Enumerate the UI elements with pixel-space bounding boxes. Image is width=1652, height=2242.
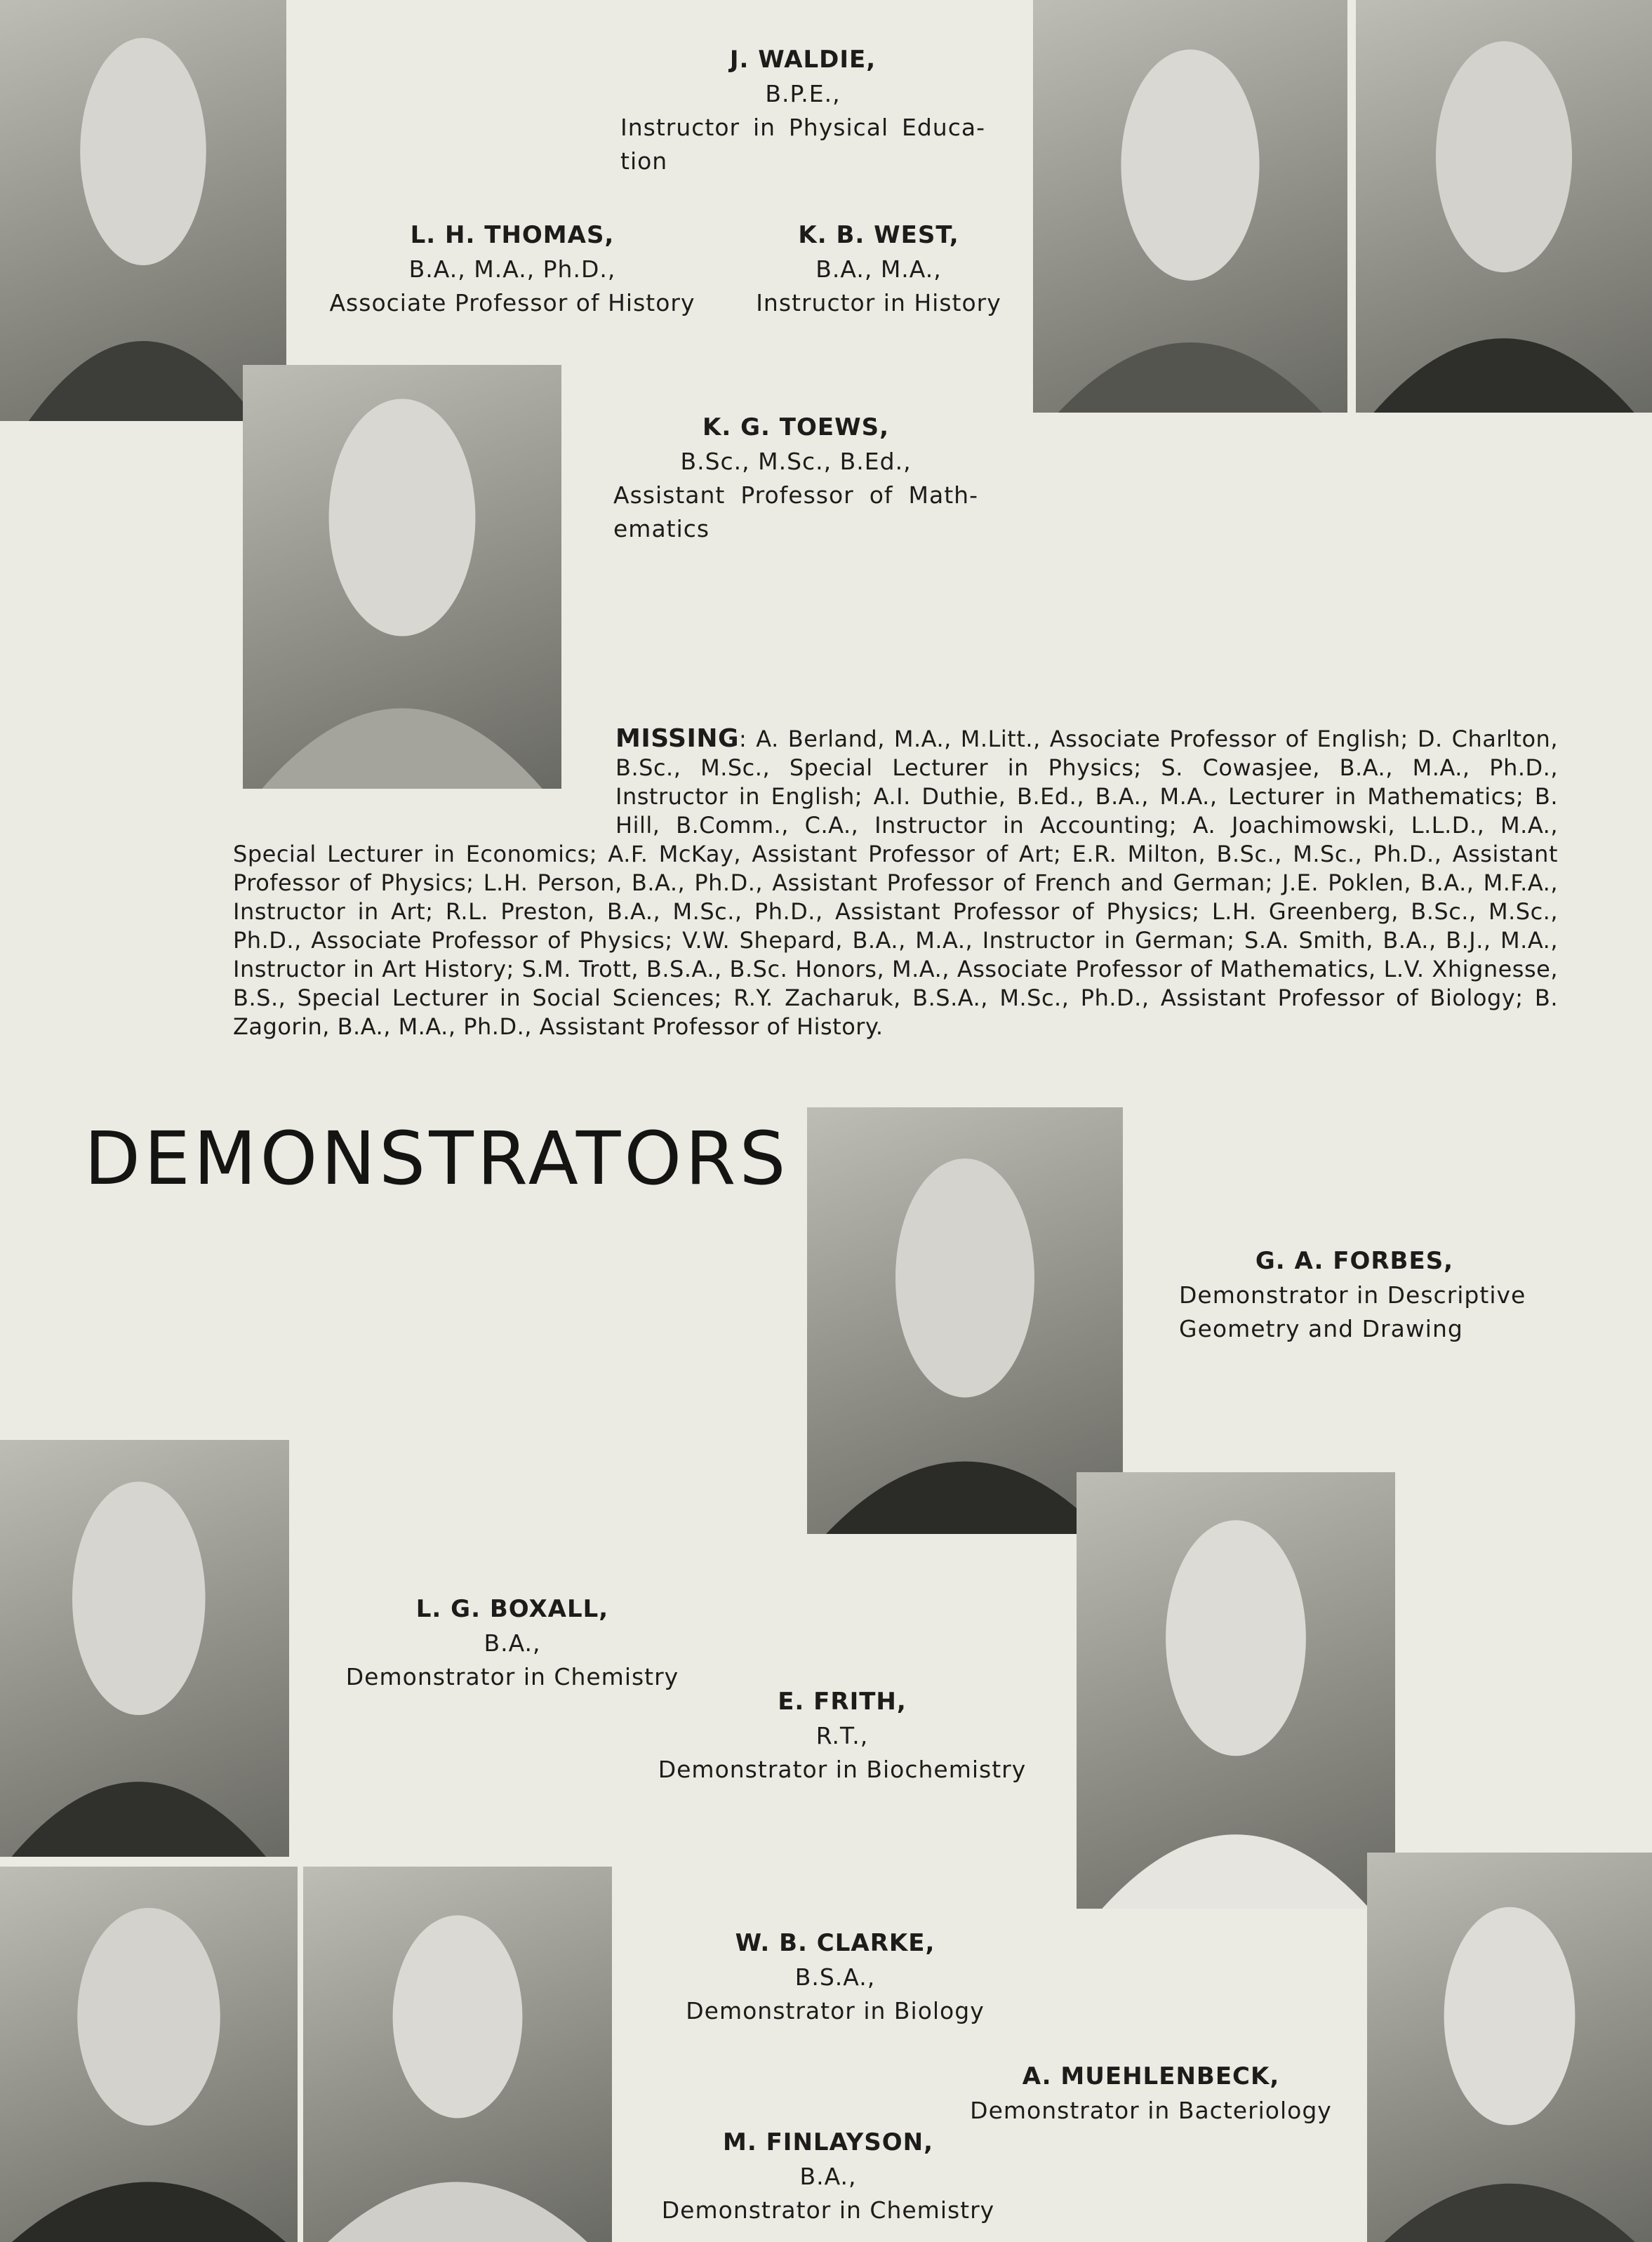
demonstrator-title-line: Geometry and Drawing	[1179, 1315, 1463, 1342]
faculty-title-line: Instructor in History	[756, 289, 1001, 316]
portrait-j-waldie	[1356, 0, 1652, 413]
faculty-name: K. G. TOEWS,	[702, 413, 889, 441]
demonstrator-name: G. A. FORBES,	[1255, 1247, 1454, 1275]
demonstrator-title-line: Demonstrator in Bacteriology	[970, 2097, 1332, 2124]
portrait-l-g-boxall	[0, 1440, 289, 1857]
missing-paragraph-indent	[233, 724, 615, 839]
faculty-title-line: Assistant Professor of Math-	[613, 481, 978, 509]
faculty-entry-thomas	[316, 218, 709, 320]
faculty-entry-toews	[613, 410, 978, 546]
faculty-degrees: B.A., M.A.,	[815, 255, 942, 283]
faculty-name: K. B. WEST,	[798, 221, 959, 249]
faculty-degrees: B.P.E.,	[765, 80, 841, 107]
demonstrator-degrees: R.T.,	[815, 1722, 869, 1749]
demonstrator-title-line: Demonstrator in Biochemistry	[658, 1756, 1027, 1783]
demonstrator-entry-clarke	[653, 1926, 1018, 2028]
faculty-entry-west	[738, 218, 1019, 320]
portrait-e-frith	[1077, 1472, 1395, 1909]
demonstrator-entry-finlayson	[646, 2125, 1011, 2227]
demonstrator-name: E. FRITH,	[778, 1688, 907, 1716]
demonstrator-title-line: Demonstrator in Biology	[686, 1997, 985, 2024]
faculty-title-line: Associate Professor of History	[329, 289, 695, 316]
faculty-degrees: B.A., M.A., Ph.D.,	[408, 255, 616, 283]
faculty-name: J. WALDIE,	[729, 46, 877, 74]
portrait-m-finlayson	[303, 1867, 612, 2242]
portrait-l-h-thomas	[0, 0, 286, 421]
portrait-k-b-west-woman	[1033, 0, 1347, 413]
demonstrator-title-line: Demonstrator in Chemistry	[345, 1663, 679, 1690]
demonstrator-degrees: B.A.,	[799, 2163, 857, 2190]
demonstrator-entry-boxall	[330, 1592, 695, 1694]
missing-text: : A. Berland, M.A., M.Litt., Associate Professor of English; D. Charlton, B.Sc., M.Sc., Special Lecturer in Physics; S. Cowasjee, B.A., M.A., Ph.D., Instructor in English; A.I. Duthie, B.Ed., B.A., M.A., Lecturer in Mathematics; B. Hill, B.Comm., C.A., Instructor in Accounting; A. Joachimowski, L.L.D., M.A., Special Lecturer in Economics; A.F. McKay, Assistant Professor of Art; E.R. Milton, B.Sc., M.Sc., Ph.D., Assistant Professor of Physics; L.H. Person, B.A., Ph.D., Assistant Professor of French and German; J.E. Poklen, B.A., M.F.A., Instructor in Art; R.L. Preston, B.A., M.Sc., Ph.D., Assistant Professor of Physics; L.H. Greenberg, B.Sc., M.Sc., Ph.D., Associate Professor of Physics; V.W. Shepard, B.A., M.A., Instructor in German; S.A. Smith, B.A., B.J., M.A., Instructor in Art History; S.M. Trott, B.S.A., B.Sc. Honors, M.A., Associate Professor of Mathematics, L.V. Xhignesse, B.S., Special Lecturer in Social Sciences; R.Y. Zacharuk, B.S.A., M.Sc., Ph.D., Assistant Professor of Biology; B. Zagorin, B.A., M.A., Ph.D., Assistant Professor of History.	[233, 726, 1558, 1040]
faculty-entry-waldie	[620, 42, 985, 178]
demonstrator-name: M. FINLAYSON,	[722, 2128, 934, 2156]
demonstrator-name: L. G. BOXALL,	[415, 1595, 609, 1623]
demonstrator-title-line: Demonstrator in Chemistry	[661, 2196, 995, 2224]
faculty-title-line: ematics	[613, 515, 710, 542]
portrait-a-muehlenbeck	[1367, 1853, 1652, 2242]
demonstrator-degrees: B.A.,	[484, 1629, 541, 1657]
faculty-degrees: B.Sc., M.Sc., B.Ed.,	[680, 448, 912, 475]
missing-faculty-paragraph	[233, 724, 1558, 1041]
demonstrator-entry-muehlenbeck	[954, 2059, 1347, 2128]
faculty-title-line: tion	[620, 147, 668, 175]
portrait-g-a-forbes	[807, 1107, 1123, 1534]
demonstrator-entry-forbes	[1179, 1243, 1572, 1346]
faculty-name: L. H. THOMAS,	[410, 221, 615, 249]
portrait-w-b-clarke	[0, 1867, 298, 2242]
demonstrator-name: A. MUEHLENBECK,	[1022, 2062, 1280, 2090]
demonstrator-name: W. B. CLARKE,	[735, 1929, 935, 1957]
demonstrator-title-line: Demonstrator in Descriptive	[1179, 1281, 1526, 1309]
demonstrator-degrees: B.S.A.,	[794, 1963, 876, 1991]
faculty-title-line: Instructor in Physical Educa-	[620, 114, 985, 141]
demonstrator-entry-frith	[646, 1684, 1039, 1787]
section-heading: DEMONSTRATORS	[84, 1116, 790, 1201]
missing-label: MISSING	[615, 724, 740, 753]
